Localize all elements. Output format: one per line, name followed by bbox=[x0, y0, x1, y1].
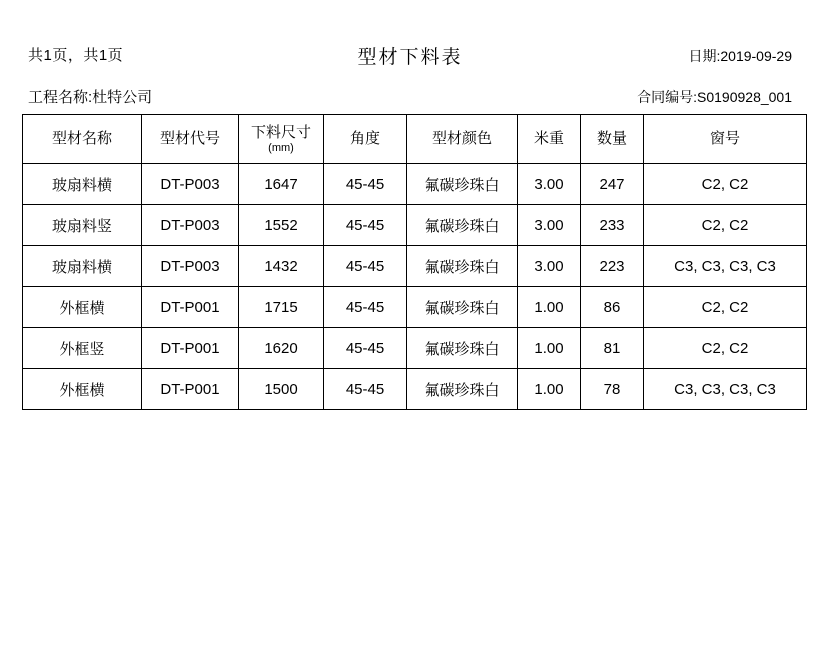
cell-code: DT-P003 bbox=[142, 205, 239, 246]
contract-number-label: 合同编号:S0190928_001 bbox=[637, 89, 792, 105]
cell-quantity: 233 bbox=[581, 205, 644, 246]
cell-color: 氟碳珍珠白 bbox=[407, 205, 518, 246]
cell-quantity: 78 bbox=[581, 369, 644, 410]
cell-name: 玻扇料横 bbox=[23, 246, 142, 287]
cell-window: C2, C2 bbox=[644, 164, 807, 205]
table-row bbox=[23, 369, 807, 410]
column-header-quantity-label: 数量 bbox=[596, 130, 627, 148]
column-header-window-label: 窗号 bbox=[709, 130, 740, 148]
cell-size: 1552 bbox=[239, 205, 324, 246]
cutting-list-table bbox=[22, 114, 807, 410]
table-row bbox=[23, 164, 807, 205]
cell-window: C2, C2 bbox=[644, 287, 807, 328]
cell-quantity: 81 bbox=[581, 328, 644, 369]
cell-angle: 45-45 bbox=[324, 246, 407, 287]
cell-size: 1432 bbox=[239, 246, 324, 287]
cell-angle: 45-45 bbox=[324, 205, 407, 246]
cell-code: DT-P003 bbox=[142, 246, 239, 287]
cell-code: DT-P001 bbox=[142, 287, 239, 328]
cell-name: 外框横 bbox=[23, 369, 142, 410]
page-count-label: 共1页，共1页 bbox=[28, 47, 124, 64]
cell-code: DT-P003 bbox=[142, 164, 239, 205]
cell-name: 玻扇料横 bbox=[23, 164, 142, 205]
column-header-code bbox=[142, 115, 239, 164]
cell-window: C3, C3, C3, C3 bbox=[644, 246, 807, 287]
table-row bbox=[23, 287, 807, 328]
column-header-code-label: 型材代号 bbox=[159, 130, 220, 148]
project-name-label: 工程名称:杜特公司 bbox=[28, 89, 153, 106]
cell-angle: 45-45 bbox=[324, 164, 407, 205]
document-header bbox=[28, 44, 792, 70]
table-row bbox=[23, 328, 807, 369]
document-subheader bbox=[28, 86, 792, 108]
cell-color: 氟碳珍珠白 bbox=[407, 369, 518, 410]
cell-angle: 45-45 bbox=[324, 369, 407, 410]
cell-quantity: 223 bbox=[581, 246, 644, 287]
column-header-size bbox=[239, 115, 324, 164]
cell-weight: 3.00 bbox=[518, 164, 581, 205]
cell-size: 1500 bbox=[239, 369, 324, 410]
table-row bbox=[23, 205, 807, 246]
document-date: 日期:2019-09-29 bbox=[688, 48, 792, 64]
cell-name: 外框竖 bbox=[23, 328, 142, 369]
cell-color: 氟碳珍珠白 bbox=[407, 328, 518, 369]
cell-size: 1647 bbox=[239, 164, 324, 205]
cell-weight: 1.00 bbox=[518, 369, 581, 410]
cell-code: DT-P001 bbox=[142, 328, 239, 369]
cell-window: C2, C2 bbox=[644, 205, 807, 246]
cell-color: 氟碳珍珠白 bbox=[407, 164, 518, 205]
cell-color: 氟碳珍珠白 bbox=[407, 287, 518, 328]
table-header-row bbox=[23, 115, 807, 164]
cell-quantity: 247 bbox=[581, 164, 644, 205]
column-header-weight-label: 米重 bbox=[533, 130, 564, 148]
column-header-color-label: 型材颜色 bbox=[431, 130, 492, 148]
cell-window: C3, C3, C3, C3 bbox=[644, 369, 807, 410]
cell-name: 玻扇料竖 bbox=[23, 205, 142, 246]
table-row bbox=[23, 246, 807, 287]
cell-color: 氟碳珍珠白 bbox=[407, 246, 518, 287]
column-header-color bbox=[407, 115, 518, 164]
cell-weight: 3.00 bbox=[518, 205, 581, 246]
column-header-name-label: 型材名称 bbox=[51, 130, 112, 148]
column-header-angle bbox=[324, 115, 407, 164]
column-header-name bbox=[23, 115, 142, 164]
cell-window: C2, C2 bbox=[644, 328, 807, 369]
column-header-weight bbox=[518, 115, 581, 164]
column-header-size-unit: (mm) bbox=[268, 141, 294, 154]
cell-size: 1715 bbox=[239, 287, 324, 328]
cell-weight: 1.00 bbox=[518, 287, 581, 328]
table-body bbox=[23, 164, 807, 410]
cell-angle: 45-45 bbox=[324, 287, 407, 328]
cell-weight: 3.00 bbox=[518, 246, 581, 287]
cell-angle: 45-45 bbox=[324, 328, 407, 369]
column-header-window bbox=[644, 115, 807, 164]
cell-quantity: 86 bbox=[581, 287, 644, 328]
cell-weight: 1.00 bbox=[518, 328, 581, 369]
column-header-quantity bbox=[581, 115, 644, 164]
column-header-size-label: 下料尺寸 bbox=[250, 124, 311, 142]
table-header bbox=[23, 115, 807, 164]
cell-size: 1620 bbox=[239, 328, 324, 369]
cell-name: 外框横 bbox=[23, 287, 142, 328]
page-title: 型材下料表 bbox=[357, 47, 463, 68]
column-header-angle-label: 角度 bbox=[349, 130, 380, 148]
cell-code: DT-P001 bbox=[142, 369, 239, 410]
